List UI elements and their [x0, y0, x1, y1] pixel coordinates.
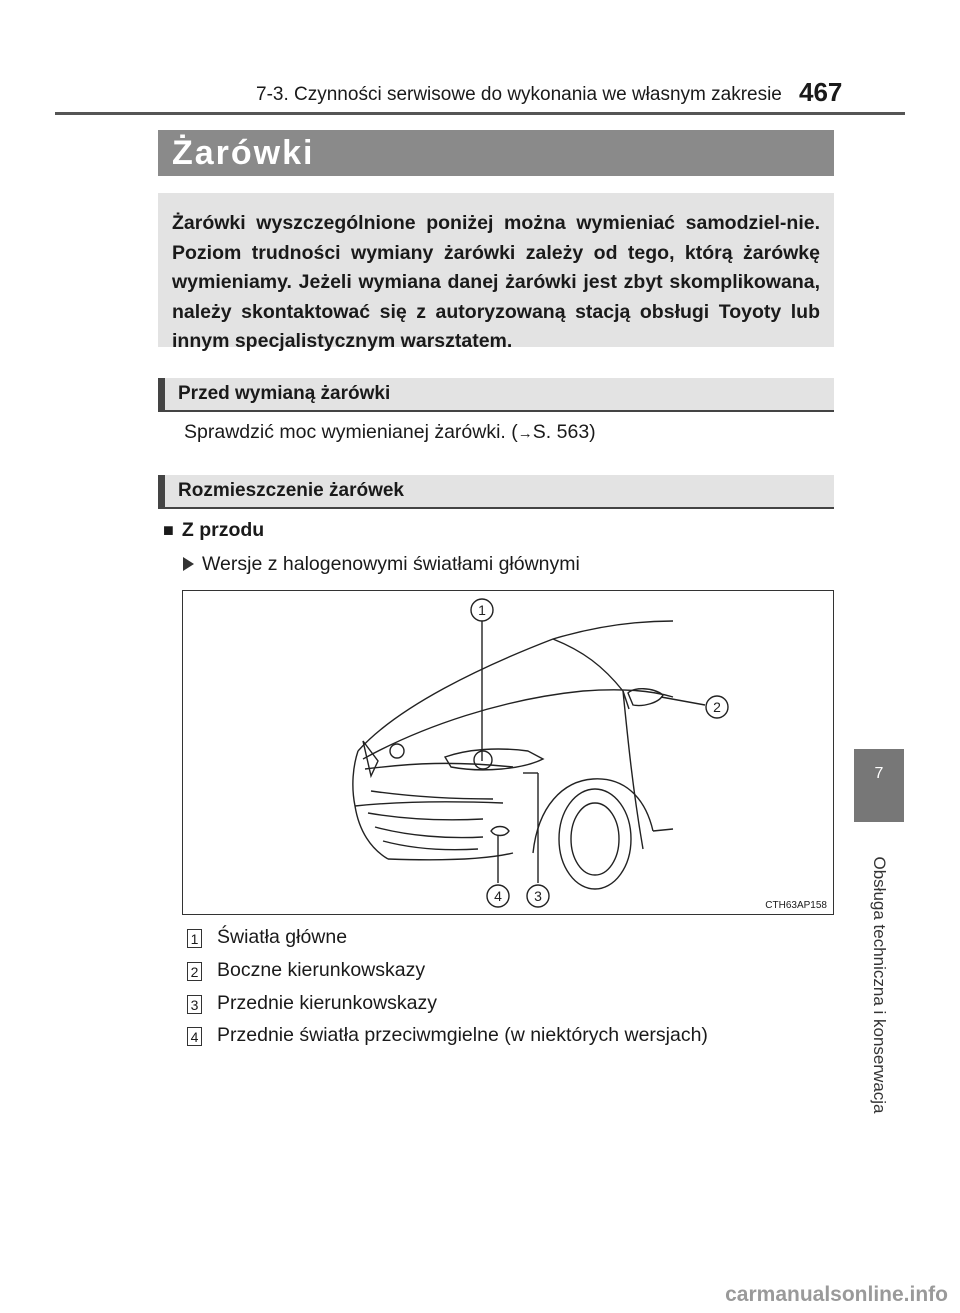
figure-code: CTH63AP158	[765, 900, 827, 911]
check-text-suffix: )	[589, 421, 596, 443]
watermark: carmanualsonline.info	[725, 1283, 948, 1306]
callout-2: 2	[713, 699, 721, 715]
intro-text: Żarówki wyszczególnione poniżej można wymieniać samodziel-nie. Poziom trudności wymiany żarówki zależy od tego, którą żarówkę wymieniamy. Jeżeli wymiana danej żarówki jest zbyt skomplikowana, należy skontaktować się z autoryzowaną stacją obsługi Toyoty lub innym specjalistycznym warsztatem.	[172, 212, 820, 352]
subheading-label: Z przodu	[181, 519, 265, 541]
legend-label: Boczne kierunkowskazy	[217, 959, 426, 981]
section-heading-bulb-locations	[158, 475, 834, 509]
header-section-title: 7-3. Czynności serwisowe do wykonania we własnym zakresie	[256, 84, 782, 105]
bullet-label: Wersje z halogenowymi światłami głównymi	[202, 553, 580, 575]
section-heading-before-replacement	[158, 378, 834, 412]
car-drawing	[183, 591, 833, 914]
check-text-prefix: Sprawdzić moc wymienianej żarówki. (	[184, 421, 518, 443]
legend-number: 1	[187, 929, 202, 948]
subheading-front	[163, 519, 264, 542]
chapter-tab[interactable]	[854, 749, 904, 822]
check-wattage-text	[184, 421, 596, 444]
page-number: 467	[799, 77, 843, 107]
legend-label: Przednie kierunkowskazy	[217, 992, 438, 1014]
arrow-icon: →	[517, 425, 533, 442]
chapter-side-label: Obsługa techniczna i konserwacja	[870, 856, 889, 1114]
title-bar	[158, 130, 834, 176]
triangle-bullet-icon	[183, 557, 194, 571]
intro-box	[158, 193, 834, 352]
section-heading-label: Rozmieszczenie żarówek	[178, 480, 404, 501]
legend-number: 3	[187, 995, 202, 1014]
bullet-halogen-version	[183, 553, 580, 576]
car-front-illustration	[182, 590, 834, 915]
legend-label: Przednie światła przeciwmgielne (w niektórych wersjach)	[217, 1024, 708, 1046]
section-heading-label: Przed wymianą żarówki	[178, 383, 391, 404]
header-rule	[55, 112, 905, 115]
page-title: Żarówki	[172, 134, 315, 172]
legend-number: 4	[187, 1027, 202, 1046]
square-bullet-icon: ■	[163, 520, 174, 540]
callout-1: 1	[478, 602, 486, 618]
callout-3: 3	[534, 888, 542, 904]
callout-4: 4	[494, 888, 502, 904]
chapter-number: 7	[874, 765, 884, 782]
page-reference-link[interactable]: S. 563	[532, 421, 590, 443]
legend-label: Światła główne	[217, 926, 348, 948]
legend-number: 2	[187, 962, 202, 981]
